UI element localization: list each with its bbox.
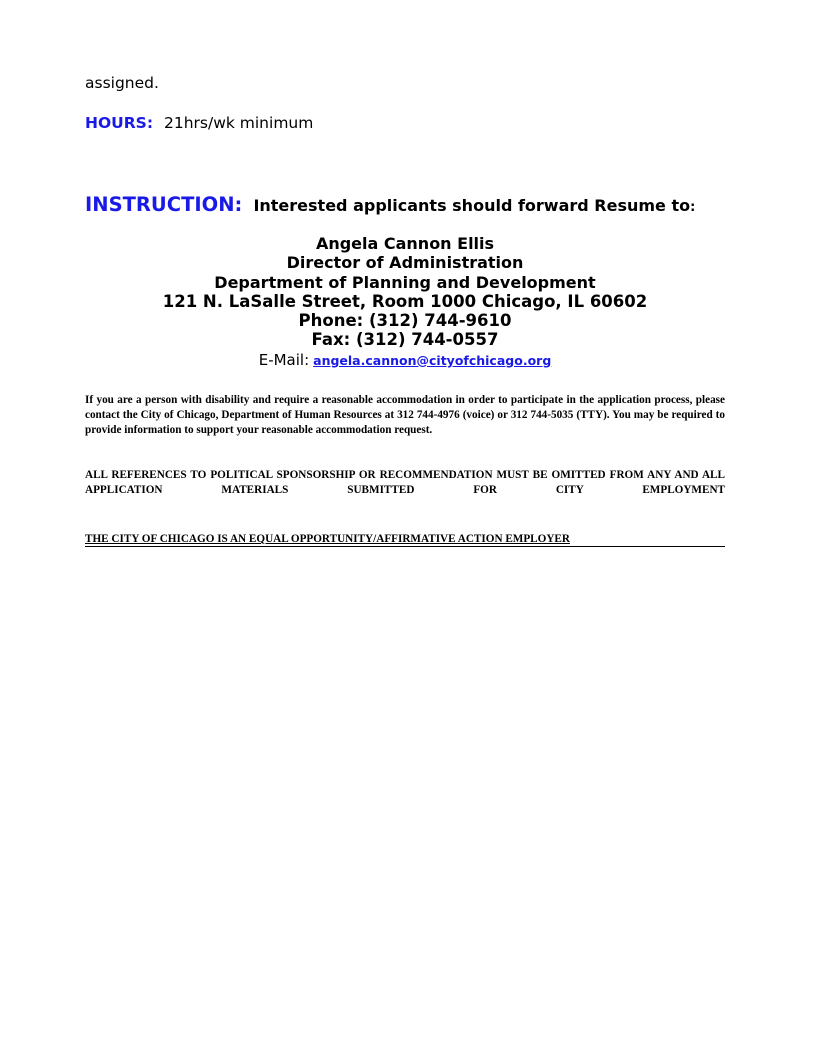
instruction-colon: : [690,200,696,215]
instruction-text: Interested applicants should forward Resume to [253,196,691,215]
contact-phone: Phone: (312) 744-9610 [298,311,512,331]
contact-title: Director of Administration [286,253,524,273]
accommodation-notice: If you are a person with disability and require a reasonable accommodation in order to participate in the application process, please contact the City of Chicago, Department of Human Resources at 312 744-4976 (voice) or 312 744-5035 (TTY). You may be required to provide information to support your reasonable accommodation request. [85,394,725,436]
eeo-statement: THE CITY OF CHICAGO IS AN EQUAL OPPORTUNITY/AFFIRMATIVE ACTION EMPLOYER [85,532,725,547]
contact-department: Department of Planning and Development [214,272,596,292]
contact-address: 121 N. LaSalle Street, Room 1000 Chicago, IL 60602 [162,291,648,311]
intro-text: assigned. [85,74,159,92]
contact-name: Angela Cannon Ellis [315,234,495,253]
instruction-row [85,193,695,216]
email-label: E-Mail: [258,350,310,369]
contact-email-row [85,350,725,371]
hours-row [85,114,313,132]
hours-value: 21hrs/wk minimum [163,114,314,132]
email-link[interactable]: angela.cannon@cityofchicago.org [313,352,552,368]
sponsorship-notice: ALL REFERENCES TO POLITICAL SPONSORSHIP OR RECOMMENDATION MUST BE OMITTED FROM ANY AND ALL APPLICATION MATERIALS SUBMITTED FOR CITY EMPLOYMENT [85,469,725,496]
contact-fax: Fax: (312) 744-0557 [311,330,499,350]
instruction-label: INSTRUCTION: [85,193,243,216]
hours-label: HOURS: [85,114,154,132]
contact-block [85,234,725,371]
